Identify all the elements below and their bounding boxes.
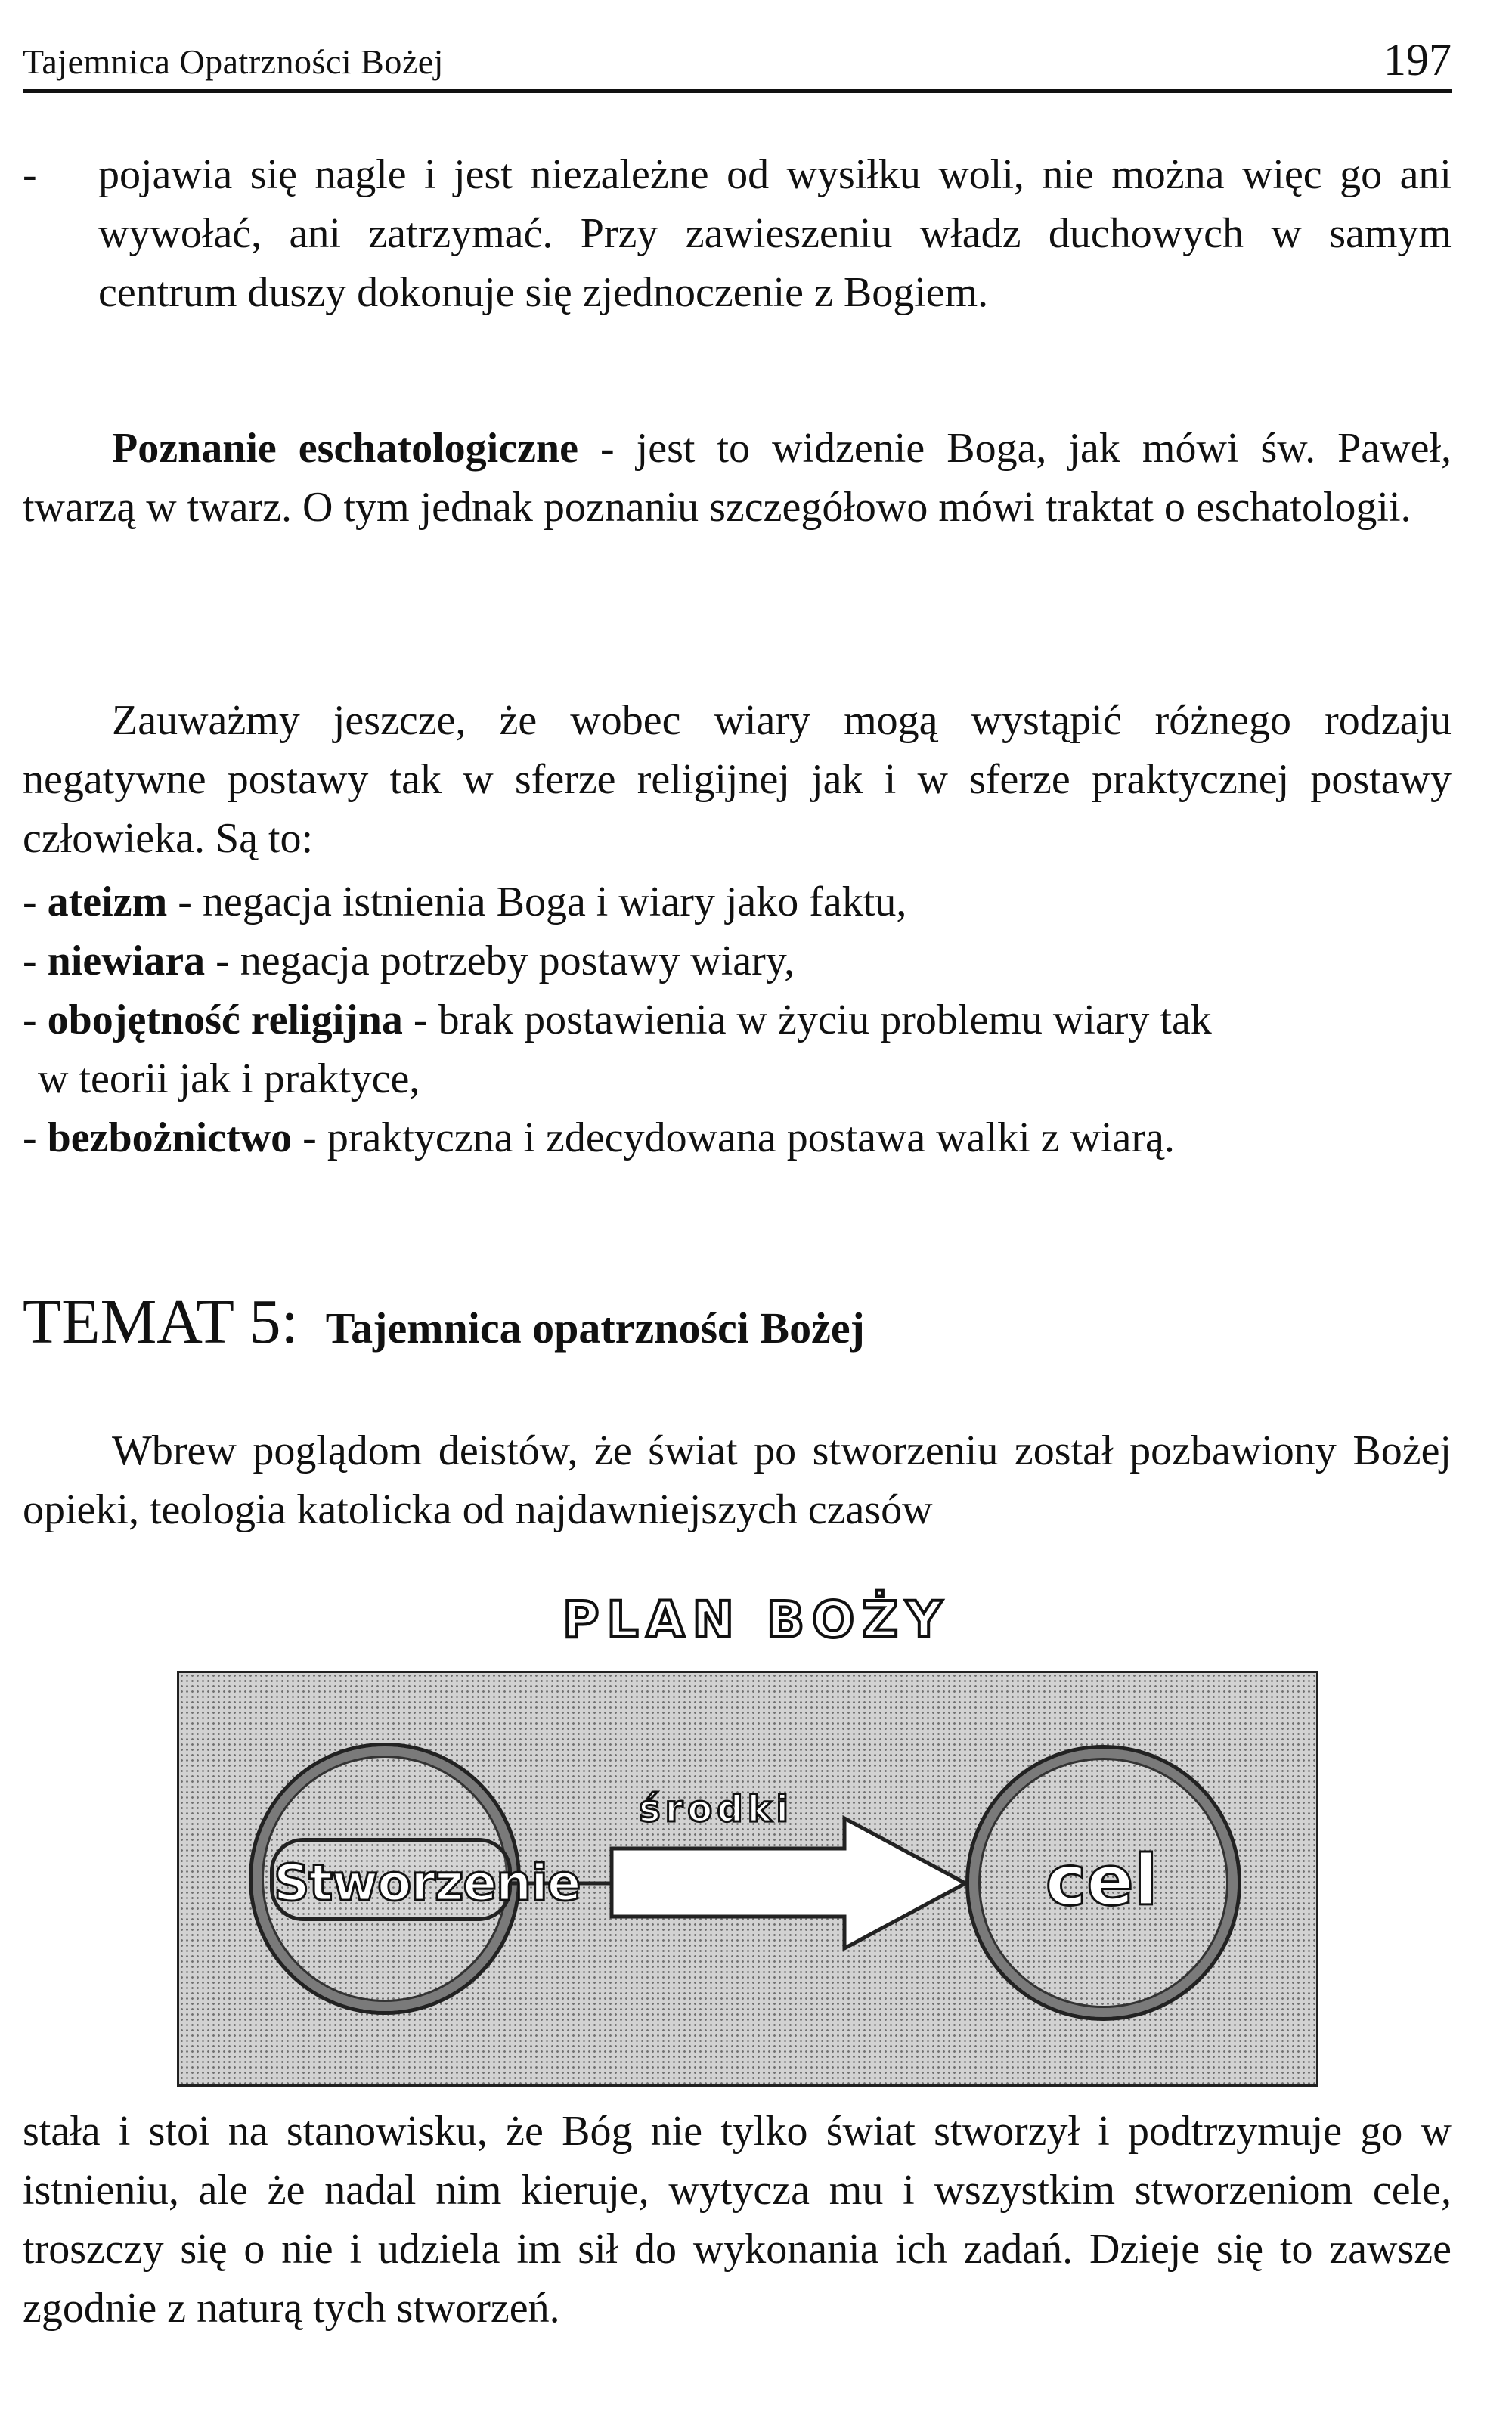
arrow-body: [612, 1818, 965, 1948]
eschatological-knowledge-text: - jest to widzenie Boga, jak mówi św. Paweł, twarzą w twarz. O tym jednak poznaniu szczegółowo mówi traktat o eschatologii.: [23, 425, 1452, 531]
deists-text: Wbrew poglądom deistów, że świat po stworzeniu został pozbawiony Bożej opieki, teologia katolicka od najdawniejszych czasów: [23, 1427, 1452, 1533]
means-label: środki: [639, 1788, 793, 1830]
list-item-continuation: [23, 1049, 1452, 1108]
list-item-prefix: -: [23, 937, 48, 984]
topic-label: TEMAT 5:: [23, 1287, 299, 1357]
negative-attitudes-intro-text: Zauważmy jeszcze, że wobec wiary mogą wystąpić różnego rodzaju negatywne postawy tak w sferze religijnej jak i w sferze praktycznej postawy człowieka. Są to:: [23, 697, 1452, 862]
topic-title: Tajemnica opatrzności Bożej: [325, 1303, 865, 1353]
list-item-text: - negacja potrzeby postawy wiary,: [205, 937, 795, 984]
diagram-title: PLAN BOŻY: [562, 1591, 950, 1649]
list-item-prefix: -: [23, 996, 48, 1043]
list-item-prefix: -: [23, 1114, 48, 1161]
creation-label: Stworzenie: [270, 1838, 512, 1921]
providence-paragraph: [23, 2102, 1452, 2338]
list-item-term: niewiara: [47, 937, 206, 984]
negative-attitudes-intro: [23, 691, 1452, 868]
list-item: [23, 1108, 1452, 1167]
list-item: [23, 931, 1452, 990]
negative-attitudes-list: [23, 872, 1452, 1167]
bullet-dash: -: [23, 151, 37, 198]
running-title: Tajemnica Opatrzności Bożej: [23, 42, 444, 81]
list-item-prefix: -: [23, 879, 48, 925]
list-item: [23, 872, 1452, 931]
list-item-term: bezbożnictwo: [47, 1114, 293, 1161]
list-item-text: - brak postawienia w życiu problemu wiary tak: [402, 996, 1212, 1043]
list-item-term: obojętność religijna: [47, 996, 403, 1043]
list-item-text: - praktyczna i zdecydowana postawa walki z wiarą.: [292, 1114, 1175, 1161]
running-head: [23, 30, 1452, 93]
eschatological-knowledge-paragraph: [23, 419, 1452, 537]
list-item-term: ateizm: [47, 879, 168, 925]
list-item-text: w teorii jak i praktyce,: [38, 1055, 420, 1102]
bullet-paragraph: [23, 145, 1452, 322]
term-eschatological-knowledge: Poznanie eschatologiczne: [112, 425, 578, 472]
deists-paragraph: [23, 1421, 1452, 1539]
goal-label: cel: [1045, 1840, 1158, 1921]
topic-heading: [23, 1285, 1452, 1359]
list-item: [23, 990, 1452, 1049]
providence-text: stała i stoi na stanowisku, że Bóg nie tylko świat stworzył i podtrzymuje go w istnieniu, ale że nadal nim kieruje, wytycza mu i wszystkim stworzeniom cele, troszczy się o nie i udziela im sił do wykonania ich zadań. Dzieje się to zawsze zgodnie z naturą tych stworzeń.: [23, 2108, 1452, 2332]
plan-diagram: [177, 1671, 1318, 2087]
page-number: 197: [1383, 35, 1452, 85]
bullet-text: pojawia się nagle i jest niezależne od wysiłku woli, nie można więc go ani wywołać, ani zatrzymać. Przy zawieszeniu władz duchowych w samym centrum duszy dokonuje się zjednoczenie z Bogiem.: [98, 151, 1452, 316]
list-item-text: - negacja istnienia Boga i wiary jako faktu,: [167, 879, 907, 925]
